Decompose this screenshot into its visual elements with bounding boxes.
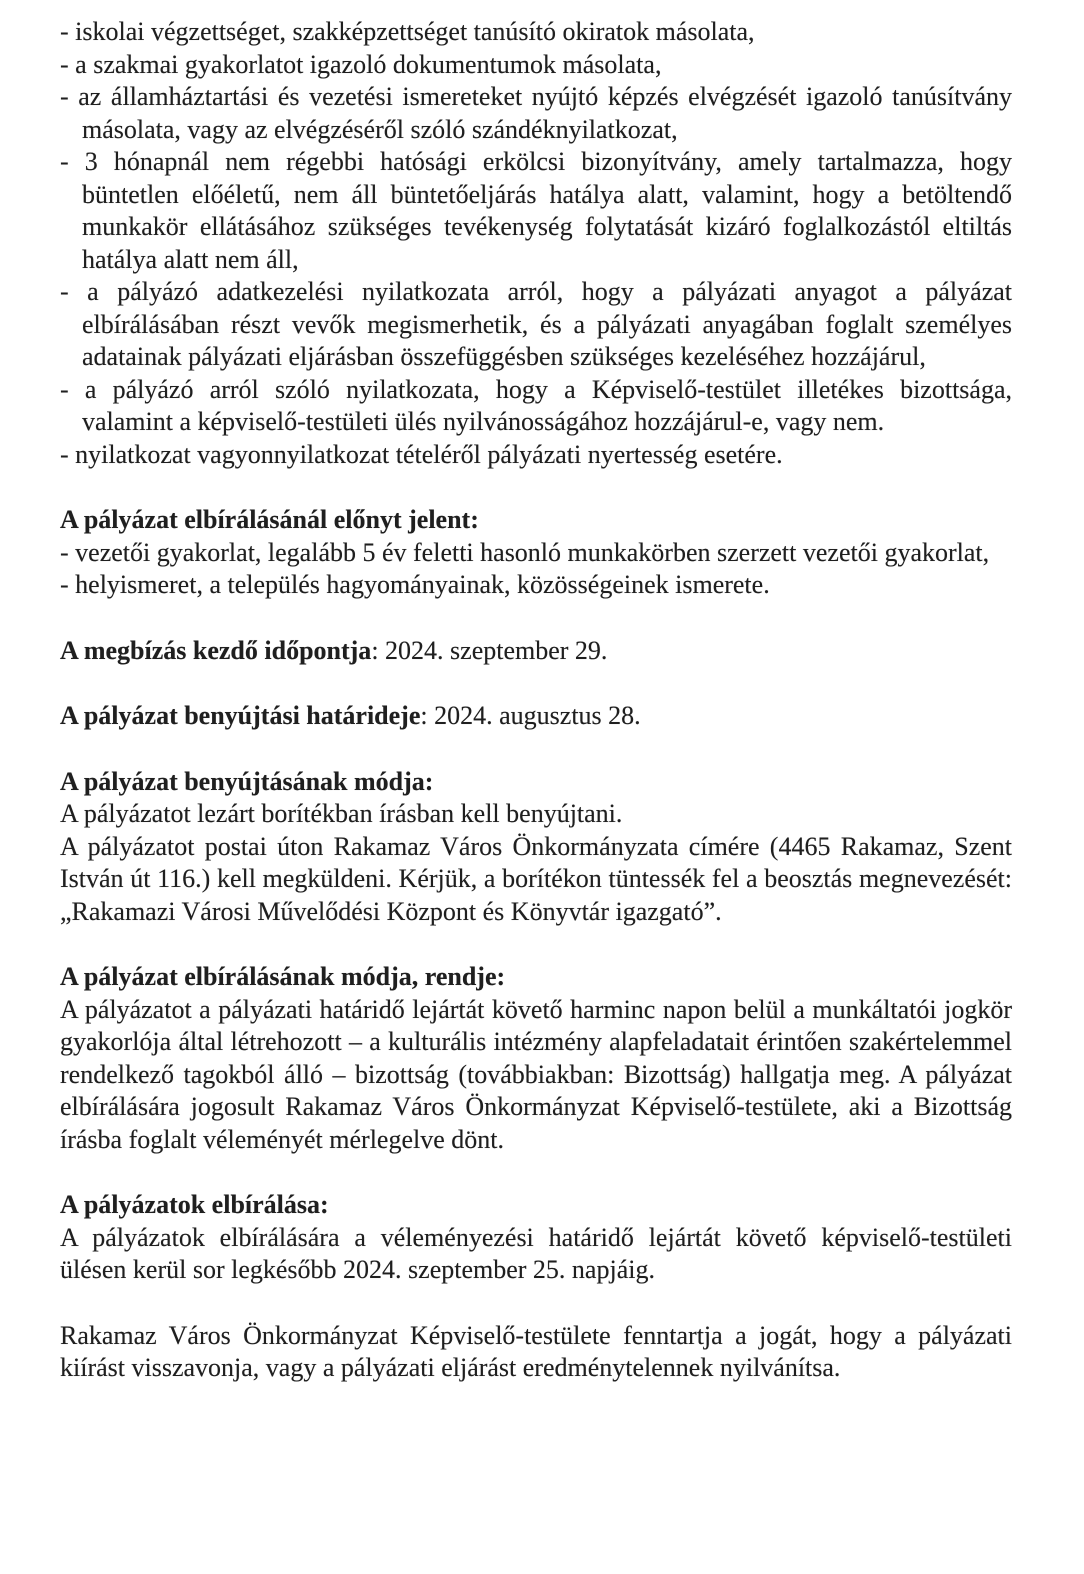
start-date-label: A megbízás kezdő időpontja (60, 635, 372, 665)
paragraph: Rakamaz Város Önkormányzat Képviselő-testülete fenntartja a jogát, hogy a pályázati kiírást visszavonja, vagy a pályázati eljárást eredménytelennek nyilvánítsa. (60, 1320, 1012, 1382)
paragraph: A pályázatot lezárt borítékban írásban kell benyújtani. (60, 799, 623, 828)
start-date-value: : 2024. szeptember 29. (371, 635, 608, 665)
attachments-list (60, 16, 1012, 471)
section-closing (60, 1320, 1012, 1385)
section-evaluation-method (60, 961, 1012, 1156)
section-heading-evaluation-method: A pályázat elbírálásának módja, rendje: (60, 962, 506, 991)
list-item: - vezetői gyakorlat, legalább 5 év feletti hasonló munkakörben szerzett vezetői gyakorlat, (60, 537, 990, 567)
list-item: - a szakmai gyakorlatot igazoló dokumentumok másolata, (60, 49, 662, 79)
list-item: - 3 hónapnál nem régebbi hatósági erkölcsi bizonyítvány, amely tartalmazza, hogy büntetlen előéletű, nem áll büntetőeljárás hatálya alatt, valamint, hogy a betöltendő munkakör ellátásához szükséges tevékenység folytatását kizáró foglalkozástól eltiltás hatálya alatt nem áll, (60, 147, 1012, 274)
section-advantages (60, 504, 1012, 602)
section-heading-evaluation-date: A pályázatok elbírálása: (60, 1190, 329, 1219)
section-heading-submission-method: A pályázat benyújtásának módja: (60, 766, 434, 796)
section-heading-advantages: A pályázat elbírálásánál előnyt jelent: (60, 505, 479, 534)
list-item: - nyilatkozat vagyonnyilatkozat tételéről pályázati nyertesség esetére. (60, 439, 783, 469)
section-submission-method (60, 766, 1012, 929)
paragraph: A pályázatot a pályázati határidő lejártát követő harminc napon belül a munkáltatói jogkör gyakorlója által létrehozott – a kulturális intézmény alapfeladatait érintően szakértelemmel rendelkező tagokból álló – bizottság (továbbiakban: Bizottság) hallgatja meg. A pályázat elbírálására jogosult Rakamaz Város Önkormányzat Képviselő-testülete, aki a Bizottság írásba foglalt véleményét mérlegelve dönt. (60, 994, 1012, 1154)
section-evaluation-date (60, 1189, 1012, 1287)
list-item: - helyismeret, a település hagyományainak, közösségeinek ismerete. (60, 570, 770, 599)
submission-deadline-label: A pályázat benyújtási határideje (60, 701, 421, 730)
start-date-line (60, 635, 1012, 668)
list-item: - a pályázó adatkezelési nyilatkozata arról, hogy a pályázati anyagot a pályázat elbírálásában részt vevők megismerhetik, és a pályázati anyagában foglalt személyes adatainak pályázati eljárásban összefüggésben szükséges kezeléséhez hozzájárul, (60, 277, 1012, 371)
list-item: - iskolai végzettséget, szakképzettséget tanúsító okiratok másolata, (60, 17, 755, 46)
list-item: - a pályázó arról szóló nyilatkozata, hogy a Képviselő-testület illetékes bizottsága, valamint a képviselő-testületi ülés nyilvánosságához hozzájárul-e, vagy nem. (60, 374, 1012, 436)
paragraph: A pályázatok elbírálására a véleményezési határidő lejártát követő képviselő-testületi ülésen kerül sor legkésőbb 2024. szeptember 25. napjáig. (60, 1222, 1012, 1284)
paragraph: A pályázatot postai úton Rakamaz Város Önkormányzata címére (4465 Rakamaz, Szent István út 116.) kell megküldeni. Kérjük, a borítékon tüntessék fel a beosztás megnevezését: „Rakamazi Városi Művelődési Központ és Könyvtár igazgató”. (60, 831, 1012, 926)
submission-deadline-line (60, 700, 1012, 733)
submission-deadline-value: : 2024. augusztus 28. (420, 701, 641, 730)
list-item: - az államháztartási és vezetési ismereteket nyújtó képzés elvégzését igazoló tanúsítvány másolata, vagy az elvégzéséről szóló szándéknyilatkozat, (60, 82, 1012, 144)
